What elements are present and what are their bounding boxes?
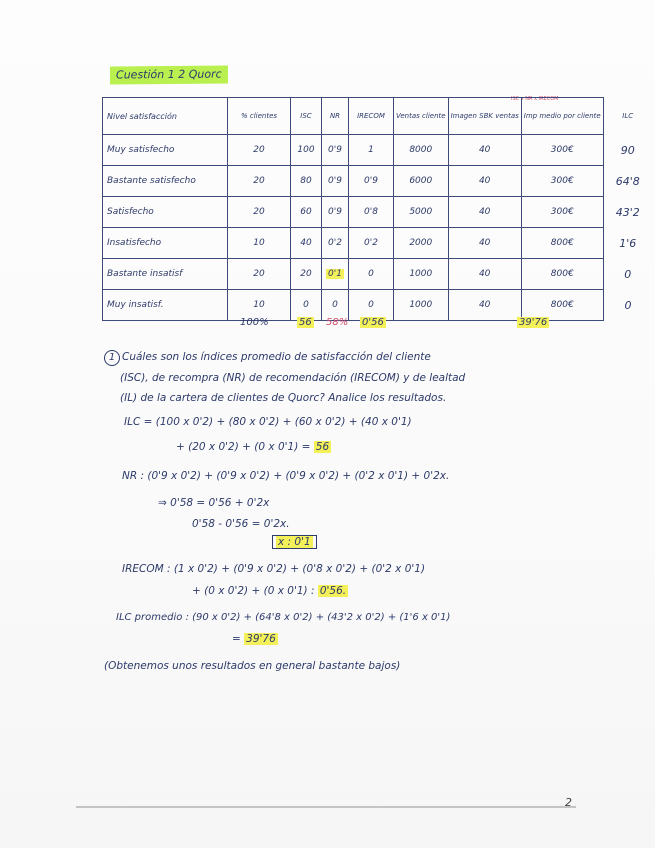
cell-imagen: 40 bbox=[448, 135, 521, 166]
cell-imp: 800€ bbox=[521, 259, 603, 290]
total-pct: 100% bbox=[240, 317, 269, 328]
ilc-formula-line: ILC = (100 x 0'2) + (80 x 0'2) + (60 x 0'2) + (40 x 0'1) bbox=[124, 416, 412, 428]
cell-irecom: 0 bbox=[349, 259, 394, 290]
cell-ventas: 8000 bbox=[394, 135, 449, 166]
cell-isc: 20 bbox=[291, 259, 322, 290]
cell-imagen: 40 bbox=[448, 228, 521, 259]
irecom-result: 0'56. bbox=[319, 585, 347, 597]
cell-isc: 40 bbox=[291, 228, 322, 259]
cell-nivel: Bastante satisfecho bbox=[103, 166, 228, 197]
nr-formula-line: NR : (0'9 x 0'2) + (0'9 x 0'2) + (0'9 x 0'2) + (0'2 x 0'1) + 0'2x. bbox=[122, 470, 450, 482]
header-irecom: IRECOM bbox=[349, 98, 394, 135]
irecom-formula-line bbox=[192, 585, 348, 597]
cell-imp: 800€ bbox=[521, 228, 603, 259]
cell-nr: 0'2 bbox=[322, 228, 349, 259]
cell-ventas: 5000 bbox=[394, 197, 449, 228]
intro-line: (IL) de la cartera de clientes de Quorc? Analice los resultados. bbox=[120, 392, 447, 404]
table-row bbox=[103, 166, 653, 197]
irecom-formula-cont: + (0 x 0'2) + (0 x 0'1) : bbox=[192, 585, 318, 597]
ilc-formula-line bbox=[176, 441, 331, 453]
question-line bbox=[104, 350, 431, 366]
cell-isc: 100 bbox=[291, 135, 322, 166]
cell-pct: 20 bbox=[228, 259, 291, 290]
cell-imp: 800€ bbox=[521, 290, 603, 321]
question-number: 1 bbox=[104, 350, 120, 366]
cell-pct: 20 bbox=[228, 166, 291, 197]
cell-ventas: 1000 bbox=[394, 290, 449, 321]
nr-result-box bbox=[272, 535, 317, 549]
cell-nr bbox=[322, 259, 349, 290]
cell-nivel: Satisfecho bbox=[103, 197, 228, 228]
nr-result bbox=[272, 536, 317, 548]
cell-nr: 0'9 bbox=[322, 197, 349, 228]
cell-nr: 0'9 bbox=[322, 166, 349, 197]
total-isc bbox=[297, 317, 314, 328]
nr-unknown-highlight: 0'1 bbox=[328, 269, 342, 279]
cell-pct: 10 bbox=[228, 290, 291, 321]
nr-result-value: x : 0'1 bbox=[278, 536, 311, 548]
cell-ventas: 6000 bbox=[394, 166, 449, 197]
question-title: Cuestión 1 2 Quorc bbox=[110, 65, 228, 84]
cell-isc: 0 bbox=[291, 290, 322, 321]
total-irecom bbox=[360, 317, 386, 328]
table-row bbox=[103, 290, 653, 321]
ilc-formula-note: ISC x NR x IRECOM bbox=[511, 96, 559, 102]
cell-isc: 60 bbox=[291, 197, 322, 228]
total-isc-value: 56 bbox=[299, 317, 312, 328]
cell-nivel: Muy insatisf. bbox=[103, 290, 228, 321]
total-ilc bbox=[517, 317, 549, 328]
table-row bbox=[103, 228, 653, 259]
cell-irecom: 1 bbox=[349, 135, 394, 166]
cell-ilc: 43'2 bbox=[615, 205, 640, 219]
cell-imagen: 40 bbox=[448, 197, 521, 228]
page-number: 2 bbox=[565, 796, 572, 809]
header-imp: Imp medio por cliente bbox=[521, 98, 603, 135]
ilc-promedio-result-line bbox=[232, 633, 278, 645]
conclusion-line: (Obtenemos unos resultados en general bastante bajos) bbox=[104, 660, 401, 672]
nr-formula-line: 0'58 - 0'56 = 0'2x. bbox=[192, 518, 290, 530]
ilc-result: 56 bbox=[315, 441, 330, 453]
header-pct: % clientes bbox=[228, 98, 291, 135]
ilc-promedio-equals: = bbox=[232, 633, 245, 645]
cell-imp: 300€ bbox=[521, 166, 603, 197]
table-row bbox=[103, 259, 653, 290]
ilc-promedio-line: ILC promedio : (90 x 0'2) + (64'8 x 0'2) + (43'2 x 0'2) + (1'6 x 0'1) bbox=[116, 612, 451, 623]
cell-imagen: 40 bbox=[448, 290, 521, 321]
cell-imagen: 40 bbox=[448, 259, 521, 290]
ilc-formula-cont: + (20 x 0'2) + (0 x 0'1) = bbox=[176, 441, 314, 453]
satisfaction-table bbox=[102, 97, 653, 321]
ilc-promedio-result: 39'76 bbox=[246, 633, 276, 645]
cell-nivel: Bastante insatisf bbox=[103, 259, 228, 290]
cell-pct: 20 bbox=[228, 135, 291, 166]
cell-irecom: 0'2 bbox=[349, 228, 394, 259]
cell-nivel: Muy satisfecho bbox=[103, 135, 228, 166]
cell-pct: 10 bbox=[228, 228, 291, 259]
cell-ilc: 1'6 bbox=[619, 236, 637, 250]
total-ilc-value: 39'76 bbox=[519, 317, 548, 328]
cell-ilc: 64'8 bbox=[615, 174, 640, 188]
cell-irecom: 0'9 bbox=[349, 166, 394, 197]
cell-ilc: 90 bbox=[620, 143, 635, 157]
header-imagen: Imagen SBK ventas bbox=[448, 98, 521, 135]
intro-line: Cuáles son los índices promedio de satisfacción del cliente bbox=[122, 351, 431, 363]
cell-ilc: 0 bbox=[624, 267, 632, 281]
header-nr: NR bbox=[322, 98, 349, 135]
table-header-row bbox=[103, 98, 653, 135]
cell-nr: 0 bbox=[322, 290, 349, 321]
table-row bbox=[103, 197, 653, 228]
page-bottom-line bbox=[76, 806, 576, 808]
header-ventas: Ventas cliente bbox=[394, 98, 449, 135]
nr-formula-line: ⇒ 0'58 = 0'56 + 0'2x bbox=[158, 497, 270, 509]
cell-pct: 20 bbox=[228, 197, 291, 228]
cell-nivel: Insatisfecho bbox=[103, 228, 228, 259]
header-ilc: ILC bbox=[622, 112, 634, 120]
cell-nr: 0'9 bbox=[322, 135, 349, 166]
header-nivel: Nivel satisfacción bbox=[103, 98, 228, 135]
total-irecom-value: 0'56 bbox=[362, 317, 384, 328]
cell-imp: 300€ bbox=[521, 135, 603, 166]
cell-irecom: 0 bbox=[349, 290, 394, 321]
irecom-formula-line: IRECOM : (1 x 0'2) + (0'9 x 0'2) + (0'8 x 0'2) + (0'2 x 0'1) bbox=[122, 563, 426, 575]
cell-imp: 300€ bbox=[521, 197, 603, 228]
total-nr: 58% bbox=[326, 317, 349, 328]
cell-ventas: 1000 bbox=[394, 259, 449, 290]
cell-isc: 80 bbox=[291, 166, 322, 197]
intro-line: (ISC), de recompra (NR) de recomendación (IRECOM) y de lealtad bbox=[120, 372, 466, 384]
header-isc: ISC bbox=[291, 98, 322, 135]
cell-ventas: 2000 bbox=[394, 228, 449, 259]
table-row bbox=[103, 135, 653, 166]
cell-ilc: 0 bbox=[624, 298, 632, 312]
cell-irecom: 0'8 bbox=[349, 197, 394, 228]
cell-imagen: 40 bbox=[448, 166, 521, 197]
